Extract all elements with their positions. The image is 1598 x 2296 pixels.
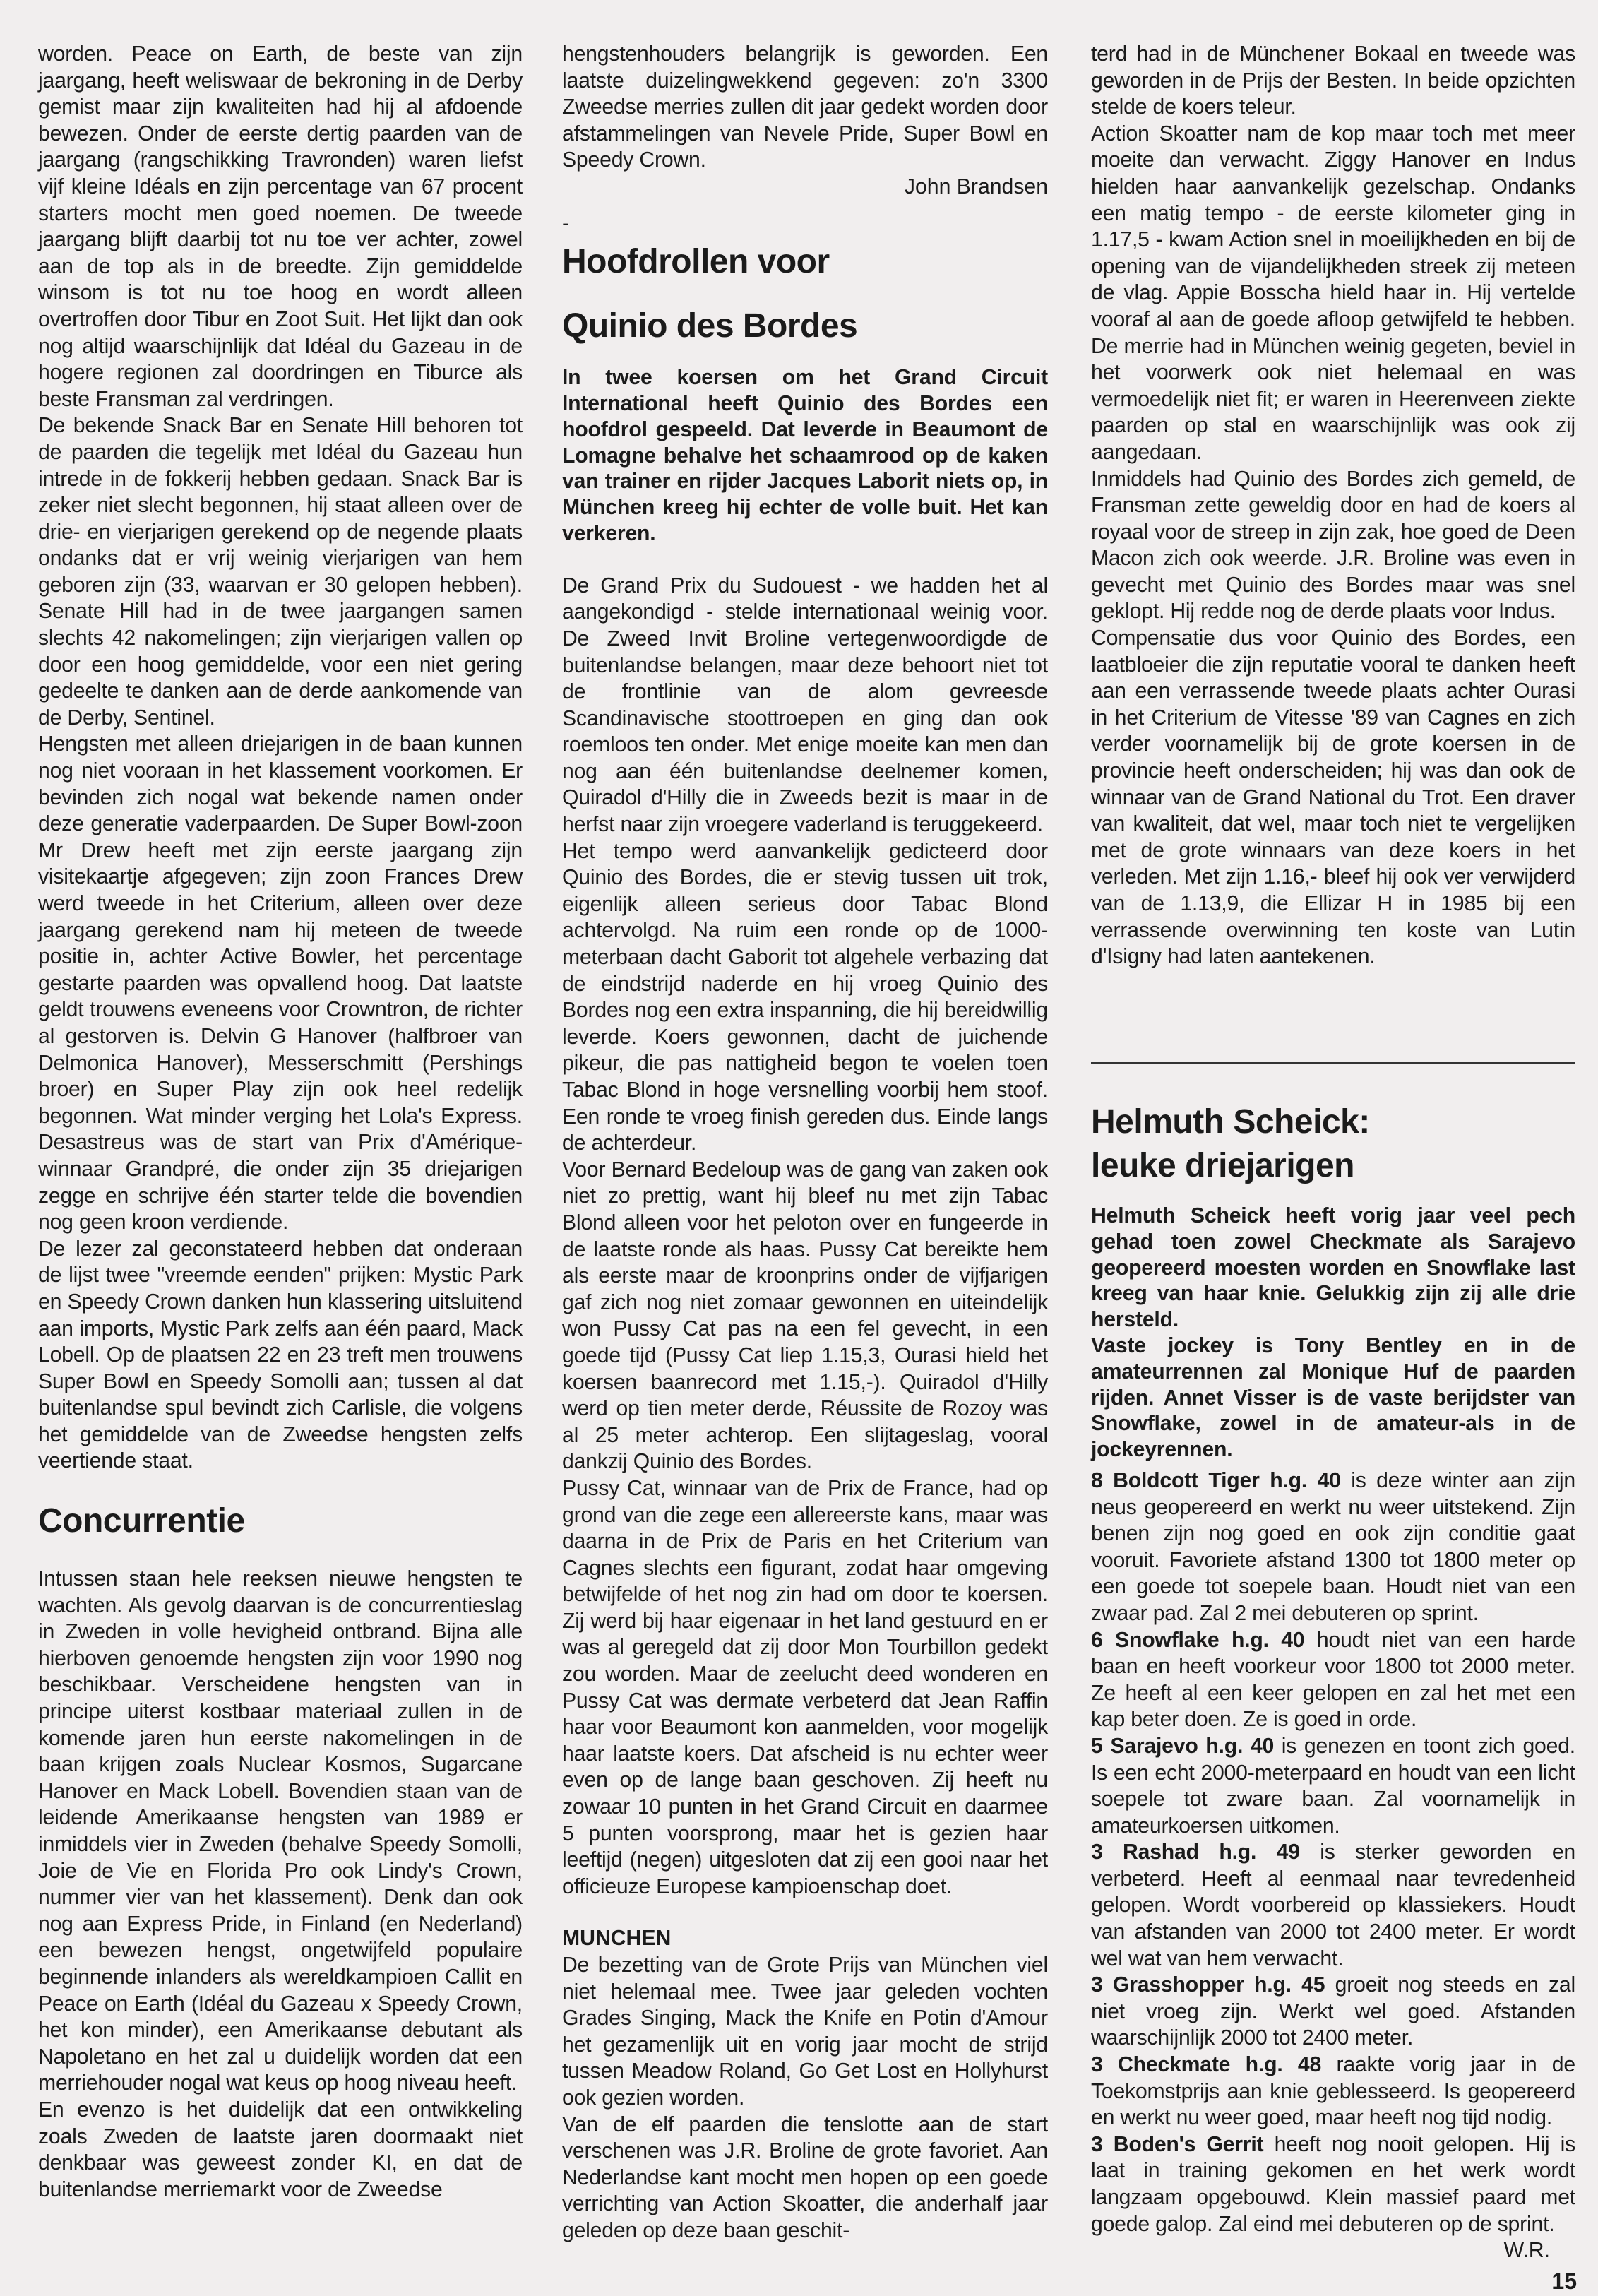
list-item (1091, 1627, 1575, 1733)
article-heading-line1: Hoofdrollen voor (562, 243, 830, 281)
dash-mark: - (562, 211, 569, 235)
paragraph: terd had in de Münchener Bokaal en tweede was geworden in de Prijs der Besten. In beide opzichten stelde de koers teleur. (1091, 42, 1575, 119)
paragraph: hengstenhouders belangrijk is geworden. Een laatste duizelingwekkend gegeven: zo'n 3300 Zweedse merries zullen dit jaar gedekt worden door afstammelingen van Nevele Pride, Super Bowl en Speedy Crown. (562, 42, 1048, 172)
paragraph: Intussen staan hele reeksen nieuwe hengsten te wachten. Als gevolg daarvan is de concurrentieslag in Zweden in volle hevigheid ontbrand. Bijna alle hierboven genoemde hengsten zijn voor 1990 nog beschikbaar. Verscheidene hengsten van in principe uiterst kostbaar materiaal zullen in de komende jaren hun eerste nakomelingen in de baan krijgen zoals Nuclear Kosmos, Sugarcane Hanover en Mack Lobell. Bovendien staan van de leidende Amerikaanse hengsten van 1989 er inmiddels vier in Zweden (behalve Speedy Somolli, Joie de Vie en Florida Pro ook Lindy's Crown, nummer vier van het klassement). Denk dan ook nog aan Express Pride, in Finland (en Nederland) een bewezen hengst, ongetwijfeld populaire beginnende inlanders als wereldkampioen Callit en Peace on Earth (Idéal du Gazeau x Speedy Crown, het kon minder), een Amerikaanse debutant als Napoletano en het zal u duidelijk worden dat een merriehouder nogal wat keus op hoog niveau heeft. (38, 1567, 523, 2095)
list-item (1091, 1468, 1575, 1627)
paragraph: De bekende Snack Bar en Senate Hill behoren tot de paarden die tegelijk met Idéal du Gazeau hun intrede in de fokkerij hebben gedaan. Snack Bar is zeker niet slecht begonnen, hij staat alleen over de drie- en vierjarigen gerekend op de negende plaats ondanks dat er vrij weinig vierjarigen van hem geboren zijn (33, waarvan er 30 gelopen hebben). Senate Hill had in de twee jaargangen samen slechts 42 nakomelingen; zijn vierjarigen vallen op door een hoog gemiddelde, voor een niet gering gedeelte te danken aan de derde aankomende van de Derby, Sentinel. (38, 414, 523, 730)
list-item (1091, 1972, 1575, 2052)
paragraph: Pussy Cat, winnaar van de Prix de France, had op grond van die zege een allereerste kans, maar was daarna in de Prix de Paris en het Criterium van Cagnes slechts een figurant, zodat haar omgeving betwijfelde of het nog zin had om door te koersen. Zij werd bij haar eigenaar in het land gestuurd en er was al geregeld dat zij door Mon Tourbillon gedekt zou worden. Maar de zeelucht deed wonderen en Pussy Cat was dermate verbeterd dat Jean Raffin haar voor Beaumont kon aanmelden, voor mogelijk haar laatste koers. Dat afscheid is nu echter weer even op de lange baan geschoven. Zij heeft nu zowaar 10 punten in het Grand Circuit en daarmee 5 punten voorsprong, maar het is gezien haar leeftijd (negen) uitgesloten dat zij een gooi naar het officieuze Europese kampioenschap doet. (562, 1476, 1048, 1898)
horse-description: is deze winter aan zijn neus geopereerd en werkt nu weer uitstekend. Zijn benen zijn nog goed en ook zijn conditie gaat vooruit. Favoriete afstand 1300 tot 1800 meter op een goede tot soepele baan. Houdt niet van een zwaar pad. Zal 2 mei debuteren op sprint. (1091, 1468, 1575, 1625)
horse-entries (1091, 1468, 1575, 2237)
column-3-article (1091, 1100, 1575, 2264)
paragraph: worden. Peace on Earth, de beste van zijn jaargang, heeft weliswaar de bekroning in de Derby gemist maar zijn kwaliteiten had hij al afdoende bewezen. Onder de eerste dertig paarden van de jaargang (rangschikking Travronden) waren liefst vijf kleine Idéals en zijn percentage van 67 procent starters mocht men goed noemen. De tweede jaargang blijft daarbij tot nu toe ver achter, zowel aan de top als in de breedte. Zijn gemiddelde winsom is tot nu toe hoog en wordt alleen overtroffen door Tibur en Zoot Suit. Het lijkt dan ook nog altijd waarschijnlijk dat Idéal du Gazeau in de hogere regionen zal doordringen en Tiburce als beste Fransman zal verdringen. (38, 42, 523, 411)
horse-name: 8 Boldcott Tiger h.g. 40 (1091, 1468, 1341, 1492)
paragraph: Het tempo werd aanvankelijk gedicteerd door Quinio des Bordes, die er stevig tussen uit trok, eigenlijk alleen serieus door Tabac Blond achtervolgd. Na ruim een ronde op de 1000-meterbaan dacht Gaborit tot algehele verbazing dat de eindstrijd naderde en hij vroeg Quinio des Bordes nog een extra inspanning, die hij bereidwillig leverde. Koers gewonnen, dacht de juichende pikeur, die pas nattigheid begon te voelen toen Tabac Blond in hoge versnelling voorbij hem stoof. Een ronde te vroeg finish gereden dus. Einde langs de achterdeur. (562, 839, 1048, 1155)
paragraph: En evenzo is het duidelijk dat een ontwikkeling zoals Zweden de laatste jaren doormaakt niet denkbaar was geweest zonder KI, en dat de buitenlandse merriemarkt voor de Zweedse (38, 2098, 523, 2201)
paragraph: Van de elf paarden die tenslotte aan de start verschenen was J.R. Broline de grote favoriet. Aan Nederlandse kant mocht men hopen op een goede verrichting van Action Skoatter, die anderhalf jaar geleden op deze baan geschit- (562, 2112, 1048, 2242)
paragraph: De lezer zal geconstateerd hebben dat onderaan de lijst twee "vreemde eenden" prijken: Mystic Park en Speedy Crown danken hun klassering uitsluitend aan imports, Mystic Park zelfs aan één paard, Mack Lobell. Op de plaatsen 22 en 23 treft men trouwens Super Bowl en Speedy Somolli aan; tussen al dat buitenlandse spul bevindt zich Carlisle, die volgens het gemiddelde van de Zweedse hengsten zelfs veertiende staat. (38, 1237, 523, 1473)
horse-description: is genezen en toont zich goed. Is een echt 2000-meterpaard en houdt van een licht soepele tot zware baan. Zal voornamelijk in amateurkoersen uitkomen. (1091, 1734, 1575, 1838)
article-heading-line1: Helmuth Scheick: (1091, 1103, 1370, 1141)
page-number: 15 (1551, 2268, 1577, 2294)
section-heading: Concurrentie (38, 1502, 245, 1540)
list-item (1091, 1839, 1575, 1972)
horse-name: 3 Checkmate h.g. 48 (1091, 2053, 1322, 2077)
paragraph: De bezetting van de Grote Prijs van München viel niet helemaal mee. Twee jaar geleden vochten Grades Singing, Mack the Knife en Potin d'Amour het gezamenlijk uit en vorig jaar mocht de strijd tussen Meadow Roland, Go Get Lost en Hollyhurst ook gezien worden. (562, 1953, 1048, 2110)
paragraph: Voor Bernard Bedeloup was de gang van zaken ook niet zo prettig, want hij bleef nu met zijn Tabac Blond alleen voor het peloton over en fungeerde in de laatste ronde als haas. Pussy Cat bereikte hem als eerste maar de kroonprins onder de vijfjarigen gaf zich nog niet zomaar gewonnen en uiteindelijk won Pussy Cat pas na een fel gevecht, in een goede tijd (Pussy Cat liep 1.15,3, Ourasi hield het koersen baanrecord met 1.15,-). Quiradol d'Hilly werd op tien meter derde, Réussite de Rozoy was al 25 meter achterop. Een slijtageslag, vooral dankzij Quinio des Bordes. (562, 1158, 1048, 1474)
column-3 (1091, 41, 1575, 970)
horse-description: is sterker geworden en verbeterd. Heeft al eenmaal naar tevredenheid gelopen. Wordt voorbereid op klassiekers. Houdt van afstanden van 2000 tot 2400 meter. Er wordt wel wat van hem verwacht. (1091, 1840, 1576, 1970)
article-lead: In twee koersen om het Grand Circuit International heeft Quinio des Bordes een hoofdrol gespeeld. Dat leverde in Beaumont de Lomagne behalve het schaamrood op de kaken van trainer en rijder Jacques Laborit niets op, in München kreeg hij echter de volle buit. Het kan verkeren. (562, 366, 1048, 545)
list-item (1091, 2131, 1575, 2237)
column-1 (38, 41, 523, 2203)
column-2 (562, 41, 1048, 2244)
horse-description: houdt niet van een harde baan en heeft voorkeur voor 1800 tot 2000 meter. Ze heeft al een keer gelopen en zal het met een kap beter doen. Ze is goed in orde. (1091, 1628, 1575, 1732)
horse-description: raakte vorig jaar in de Toekomstprijs aan knie geblesseerd. Is geopereerd en werkt nu weer goed, maar heeft nog tijd nodig. (1091, 2053, 1575, 2130)
horse-name: 3 Rashad h.g. 49 (1091, 1840, 1300, 1864)
author-signature: W.R. (1503, 2239, 1550, 2263)
paragraph: De Grand Prix du Sudouest - we hadden het al aangekondigd - stelde internationaal weinig voor. De Zweed Invit Broline vertegenwoordigde de buitenlandse belangen, maar deze behoort niet tot de frontlinie van de alom gevreesde Scandinavische stoottroepen en ging dan ook roemloos ten onder. Met enige moeite kan men dan nog aan één buitenlandse deelnemer komen, Quiradol d'Hilly die in Zweeds bezit is maar in de herfst naar zijn vroegere vaderland is teruggekeerd. (562, 573, 1048, 837)
horse-name: 3 Grasshopper h.g. 45 (1091, 1973, 1325, 1997)
paragraph: Compensatie dus voor Quinio des Bordes, een laatbloeier die zijn reputatie vooral te danken heeft aan een verrassende tweede plaats achter Ourasi in het Criterium de Vitesse '89 van Cagnes en zich verder voornamelijk bij de grote koersen in de provincie heeft onderscheiden; hij was dan ook de winnaar van de Grand National du Trot. Een draver van kwaliteit, dat wel, maar toch niet te vergelijken met de grote winnaars van deze koers in het verleden. Met zijn 1.16,- bleef hij ook ver verwijderd van de 1.13,9, die Ellizar H in 1985 bij een verrassende overwinning ten koste van Lutin d'Isigny had laten aantekenen. (1091, 626, 1575, 969)
article-heading-line2: Quinio des Bordes (562, 307, 858, 345)
list-item (1091, 1733, 1575, 1839)
paragraph: Hengsten met alleen driejarigen in de baan kunnen nog niet vooraan in het klassement voorkomen. Er bevinden zich nogal wat bekende namen onder deze generatie vaderpaarden. De Super Bowl-zoon Mr Drew heeft met zijn eerste jaargang zijn visitekaartje afgegeven; zijn zoon Frances Drew werd tweede in het Criterium, alleen over deze jaargang gerekend nam hij meteen de tweede positie in, achter Active Bowler, het percentage gestarte paarden was opvallend hoog. Dat laatste geldt trouwens eveneens voor Crowntron, de richter al gestorven is. Delvin G Hanover (halfbroer van Delmonica Hanover), Messerschmitt (Pershings broer) en Super Play zijn ook heel redelijk begonnen. Wat minder verging het Lola's Express. Desastreus was de start van Prix d'Amérique-winnaar Grandpré, die onder zijn 35 driejarigen zegge en schrijve één starter telde die bovendien nog geen kroon verdiende. (38, 732, 523, 1235)
list-item (1091, 2052, 1575, 2131)
subheading: MUNCHEN (562, 1927, 672, 1951)
column-divider-rule (1091, 1062, 1575, 1064)
horse-name: 3 Boden's Gerrit (1091, 2132, 1264, 2156)
article-lead: Helmuth Scheick heeft vorig jaar veel pech gehad toen zowel Checkmate als Sarajevo geopereerd moesten worden en Snowflake last kreeg van haar knie. Gelukkig zijn zij alle drie hersteld. (1091, 1204, 1575, 1332)
article-lead: Vaste jockey is Tony Bentley en in de amateurrennen zal Monique Huf de paarden rijden. Annet Visser is de vaste berijdster van Snowflake, zowel in de amateur-als in de jockeyrennen. (1091, 1333, 1575, 1462)
horse-name: 5 Sarajevo h.g. 40 (1091, 1734, 1275, 1758)
horse-description: groeit nog steeds en zal niet vroeg zijn. Werkt wel goed. Afstanden waarschijnlijk 2000 tot 2400 meter. (1091, 1973, 1575, 2050)
article-heading-line2: leuke driejarigen (1091, 1147, 1354, 1184)
paragraph: Action Skoatter nam de kop maar toch met meer moeite dan verwacht. Ziggy Hanover en Indus hielden haar aanvankelijk gezelschap. Ondanks een matig tempo - de eerste kilometer ging in 1.17,5 - kwam Action snel in moeilijkheden en bij de opening van de vijandelijkheden streek zij meteen de vlag. Appie Bosscha hield haar in. Hij vertelde vooraf al aan de goede afloop getwijfeld te hebben. De merrie had in München weinig gegeten, beviel in het voorwerk ook niet helemaal en was vermoedelijk niet fit; er waren in Heerenveen ziekte paarden op stal en waarschijnlijk was ook zij aangedaan. (1091, 121, 1575, 464)
horse-description: heeft nog nooit gelopen. Hij is laat in training gekomen en het werk wordt langzaam opgebouwd. Klein massief paard met goede galop. Zal eind mei debuteren op de sprint. (1091, 2132, 1575, 2236)
author-signature: John Brandsen (904, 174, 1048, 198)
horse-name: 6 Snowflake h.g. 40 (1091, 1628, 1305, 1652)
paragraph: Inmiddels had Quinio des Bordes zich gemeld, de Fransman zette geweldig door en had de koers al royaal voor de streep in zijn zak, hoe goed de Deen Macon zich ook weerde. J.R. Broline was even in gevecht met Quinio des Bordes maar was snel geklopt. Hij redde nog de derde plaats voor Indus. (1091, 467, 1575, 624)
